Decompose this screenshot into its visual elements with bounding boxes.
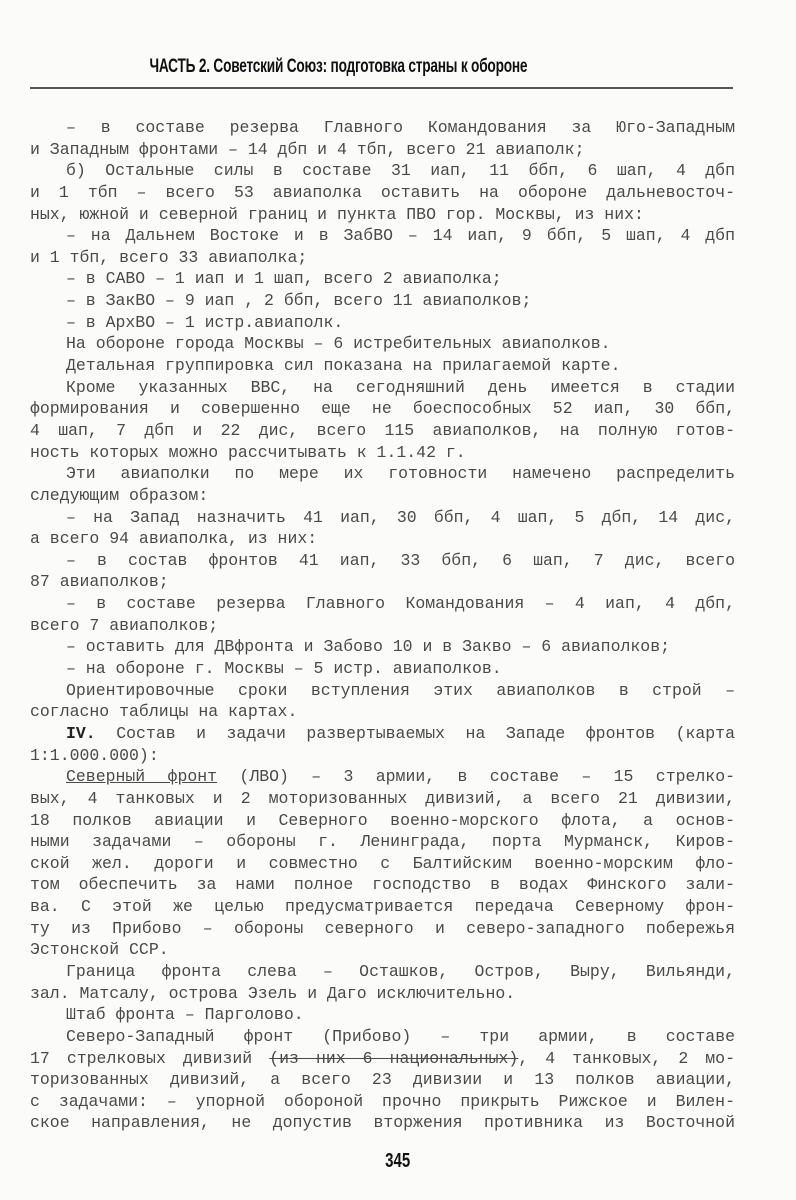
text-segment: 17 стрелковых дивизий (30, 1048, 270, 1068)
text-line: согласно таблицы на картах. (30, 702, 298, 722)
text-line: ту из Прибово – обороны северного и северо-западного побережья (30, 918, 735, 938)
text-line: Эти авиаполки по мере их готовности намечено распределить (66, 464, 735, 484)
text-line: 1:1.000.000): (30, 745, 159, 765)
text-line: – в ЗакВО – 9 иап , 2 ббп, всего 11 авиаполков; (66, 291, 532, 311)
text-segment: (ЛВО) – 3 армии, в составе – 15 стрелко- (217, 767, 736, 787)
text-line: и 1 тбп, всего 33 авиаполка; (30, 247, 308, 267)
text-line: ской жел. дороги и совместно с Балтийским военно-морским фло- (30, 853, 735, 873)
underlined-term: Северный фронт (66, 767, 218, 787)
text-line: с задачами: – упорной обороной прочно прикрыть Рижское и Вилен- (30, 1091, 735, 1111)
text-line: 4 шап, 7 дбп и 22 дис, всего 115 авиаполков, на полную готов- (30, 420, 735, 440)
section-number: IV. (66, 723, 96, 743)
text-line: Граница фронта слева – Осташков, Остров, Выру, Вильянди, (66, 961, 735, 981)
text-line: – на Запад назначить 41 иап, 30 ббп, 4 шап, 5 дбп, 14 дис, (66, 507, 735, 527)
text-line: На обороне города Москвы – 6 истребительных авиаполков. (66, 334, 611, 354)
text-line: и Западным фронтами – 14 дбп и 4 тбп, всего 21 авиаполк; (30, 139, 585, 159)
text-line: ных, южной и северной границ и пункта ПВО гор. Москвы, из них: (30, 204, 644, 224)
page-number (0, 1150, 796, 1173)
text-line: – в составе резерва Главного Командования – 4 иап, 4 дбп, (66, 594, 735, 614)
text-line: торизованных дивизий, а всего 23 дивизии и 13 полков авиации, (30, 1070, 735, 1090)
text-line: б) Остальные силы в составе 31 иап, 11 ббп, 6 шап, 4 дбп (66, 161, 735, 181)
text-line: ность которых можно рассчитывать к 1.1.42 г. (30, 442, 466, 462)
text-line: 18 полков авиации и Северного военно-морского флота, а основ- (30, 810, 735, 830)
text-line: зал. Матсалу, острова Эзель и Даго исключительно. (30, 983, 516, 1003)
text-line: Детальная группировка сил показана на прилагаемой карте. (66, 356, 621, 376)
text-line (30, 1048, 735, 1070)
text-line: ва. С этой же целью предусматривается передача Северному фрон- (30, 897, 735, 917)
text-line: 87 авиаполков; (30, 572, 169, 592)
running-header-title: ЧАСТЬ 2. Советский Союз: подготовка страны к обороне (149, 56, 527, 77)
text-segment: , 4 танковых, 2 мо- (518, 1048, 735, 1068)
text-line (30, 766, 735, 788)
page-number-text: 345 (385, 1150, 411, 1172)
text-line: Северо-Западный фронт (Прибово) – три армии, в составе (66, 1026, 735, 1046)
text-line: – в составе резерва Главного Командования за Юго-Западным (66, 118, 735, 137)
text-line: а всего 94 авиаполка, из них: (30, 529, 318, 549)
text-line: – на обороне г. Москвы – 5 истр. авиаполков. (66, 659, 502, 679)
text-line: всего 7 авиаполков; (30, 615, 219, 635)
text-line: Штаб фронта – Парголово. (66, 1005, 304, 1025)
text-line: ными задачами – обороны г. Ленинграда, порта Мурманск, Киров- (30, 832, 735, 852)
text-line: вых, 4 танковых и 2 моторизованных дивизий, а всего 21 дивизии, (30, 788, 735, 808)
text-line: Кроме указанных ВВС, на сегодняшний день имеется в стадии (66, 377, 735, 397)
text-line: – на Дальнем Востоке и в ЗабВО – 14 иап, 9 ббп, 5 шап, 4 дбп (66, 226, 735, 246)
text-line: формирования и совершенно еще не боеспособных 52 иап, 30 ббп, (30, 399, 735, 419)
text-line: ское направления, не допустив вторжения противника из Восточной (30, 1113, 735, 1133)
page-body (30, 117, 735, 1134)
text-line (30, 723, 735, 745)
text-line: – в САВО – 1 иап и 1 шап, всего 2 авиаполка; (66, 269, 502, 289)
text-line: том обеспечить за нами полное господство в водах Финского зали- (30, 875, 735, 895)
text-line: – в АрхВО – 1 истр.авиаполк. (66, 312, 344, 332)
running-header (0, 56, 796, 78)
text-line: – оставить для ДВфронта и Забово 10 и в Закво – 6 авиаполков; (66, 637, 670, 657)
text-segment: Состав и задачи развертываемых на Западе фронтов (карта (95, 723, 735, 743)
text-line: и 1 тбп – всего 53 авиаполка оставить на обороне дальневосточ- (30, 182, 735, 202)
text-line: – в состав фронтов 41 иап, 33 ббп, 6 шап, 7 дис, всего (66, 550, 735, 570)
text-line: Эстонской ССР. (30, 940, 169, 960)
struck-out-text: (из них 6 национальных) (269, 1048, 519, 1068)
text-line: Ориентировочные сроки вступления этих авиаполков в строй – (66, 680, 735, 700)
text-line: следующим образом: (30, 485, 209, 505)
header-rule (30, 87, 733, 89)
